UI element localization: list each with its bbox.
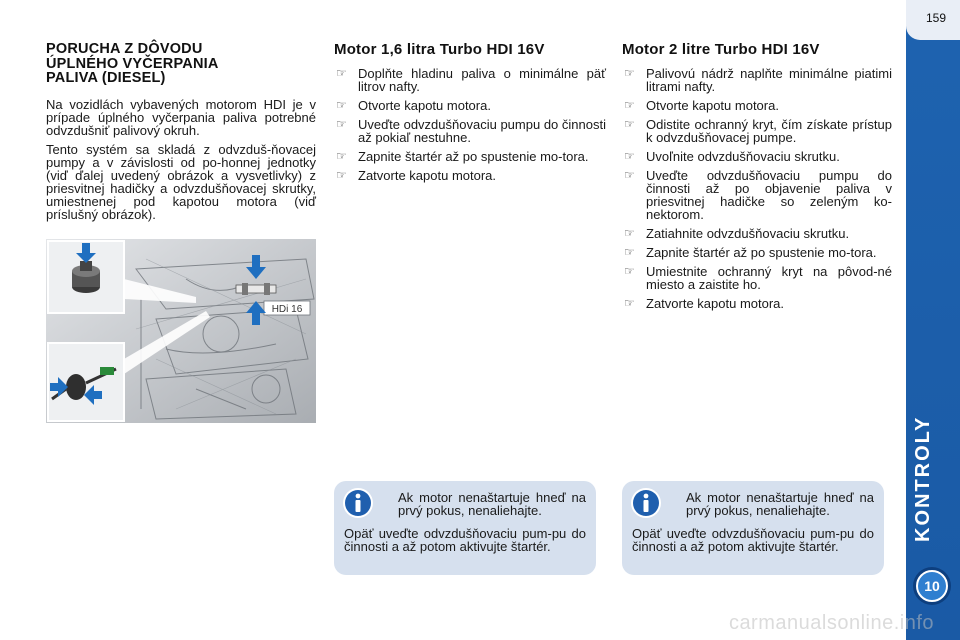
info-text-2: Opäť uveďte odvzdušňovaciu pum-pu do činnosti a až potom aktivujte štartér.: [344, 526, 586, 554]
list-item: ☞ Uvoľnite odvzdušňovaciu skrutku.: [624, 149, 840, 164]
engine-16-heading: Motor 1,6 litra Turbo HDI 16V: [334, 41, 545, 58]
pointing-hand-icon: ☞: [336, 149, 347, 163]
list-item: ☞ Uveďte odvzdušňovaciu pumpu do činnosti až pokiaľ nestuhne.: [336, 117, 606, 145]
page-tab: [906, 0, 960, 40]
list-item: ☞ Palivovú nádrž naplňte minimálne piatimi litrami nafty.: [624, 66, 892, 94]
list-item: ☞ Uveďte odvzdušňovaciu pumpu do činnosti až po objavenie paliva v priesvitnej hadičke so zeleným ko-nektorom.: [624, 168, 892, 222]
list-item: ☞ Zatiahnite odvzdušňovaciu skrutku.: [624, 226, 850, 241]
intro-paragraph: Na vozidlách vybavených motorom HDI je v prípade úplného vyčerpania paliva potrebné odvzdušniť palivový okruh.: [46, 96, 316, 138]
pointing-hand-icon: ☞: [624, 149, 635, 163]
list-item: ☞ Umiestnite ochranný kryt na pôvod-né miesto a zaistite ho.: [624, 264, 892, 292]
engine-16-steps: [334, 67, 606, 182]
pointing-hand-icon: ☞: [624, 168, 635, 182]
info-box-20: [622, 481, 884, 575]
pointing-hand-icon: ☞: [624, 296, 635, 310]
pointing-hand-icon: ☞: [624, 264, 635, 278]
engine-20-heading: Motor 2 litre Turbo HDI 16V: [622, 41, 820, 58]
list-item: ☞ Zatvorte kapotu motora.: [336, 168, 497, 183]
list-item: ☞ Zatvorte kapotu motora.: [624, 296, 785, 311]
heading-line-2: ÚPLNÉHO VYČERPANIA: [46, 55, 219, 72]
heading-line-3: PALIVA (DIESEL): [46, 70, 166, 86]
pointing-hand-icon: ☞: [624, 245, 635, 259]
list-item: ☞ Doplňte hladinu paliva o minimálne päť litrov nafty.: [336, 66, 606, 94]
pointing-hand-icon: ☞: [336, 117, 347, 131]
chapter-badge: [912, 566, 952, 606]
engine-illustration: [46, 239, 316, 423]
middle-column: [334, 42, 606, 188]
page-number: 159: [925, 11, 946, 25]
info-text-1: Ak motor nenaštartuje hneď na prvý pokus, nenaliehajte.: [686, 490, 874, 518]
info-text-1: Ak motor nenaštartuje hneď na prvý pokus, nenaliehajte.: [398, 490, 586, 518]
right-column: [622, 42, 892, 316]
section-heading: [46, 42, 316, 86]
left-column: [46, 42, 316, 227]
info-icon: [630, 487, 662, 519]
list-item: ☞ Zapnite štartér až po spustenie mo-tora.: [624, 245, 877, 260]
info-text-2: Opäť uveďte odvzdušňovaciu pum-pu do činnosti a až potom aktivujte štartér.: [632, 526, 874, 554]
bleed-screw-icon: [236, 283, 276, 295]
watermark: carmanualsonline.info: [728, 612, 934, 634]
pointing-hand-icon: ☞: [624, 117, 635, 131]
chapter-number: 10: [924, 578, 940, 594]
system-paragraph: Tento systém sa skladá z odvzduš-ňovacej pumpy a v závislosti od po-honnej jednotky (viď ďalej uvedený obrázok a vysvetlivky) z priesvitnej hadičky a odvzdušňovacej skrutky, umiestnenej pod kapotou motora (viď príslušný obrázok).: [46, 141, 316, 222]
pointing-hand-icon: ☞: [336, 66, 347, 80]
pointing-hand-icon: ☞: [624, 66, 635, 80]
engine-20-steps: [622, 67, 892, 310]
list-item: ☞ Otvorte kapotu motora.: [336, 98, 491, 113]
section-title: KONTROLY: [912, 416, 934, 543]
chapter-sidebar: [906, 0, 960, 640]
heading-line-1: PORUCHA Z DÔVODU: [46, 41, 203, 57]
info-box-16: [334, 481, 596, 575]
hdi-label: HDi 16: [271, 304, 303, 315]
info-icon: [342, 487, 374, 519]
list-item: ☞ Odistite ochranný kryt, čím získate prístup k odvzdušňovacej pumpe.: [624, 117, 892, 145]
pointing-hand-icon: ☞: [336, 168, 347, 182]
pointing-hand-icon: ☞: [336, 98, 347, 112]
pointing-hand-icon: ☞: [624, 98, 635, 112]
pointing-hand-icon: ☞: [624, 226, 635, 240]
list-item: ☞ Otvorte kapotu motora.: [624, 98, 779, 113]
list-item: ☞ Zapnite štartér až po spustenie mo-tora.: [336, 149, 589, 164]
